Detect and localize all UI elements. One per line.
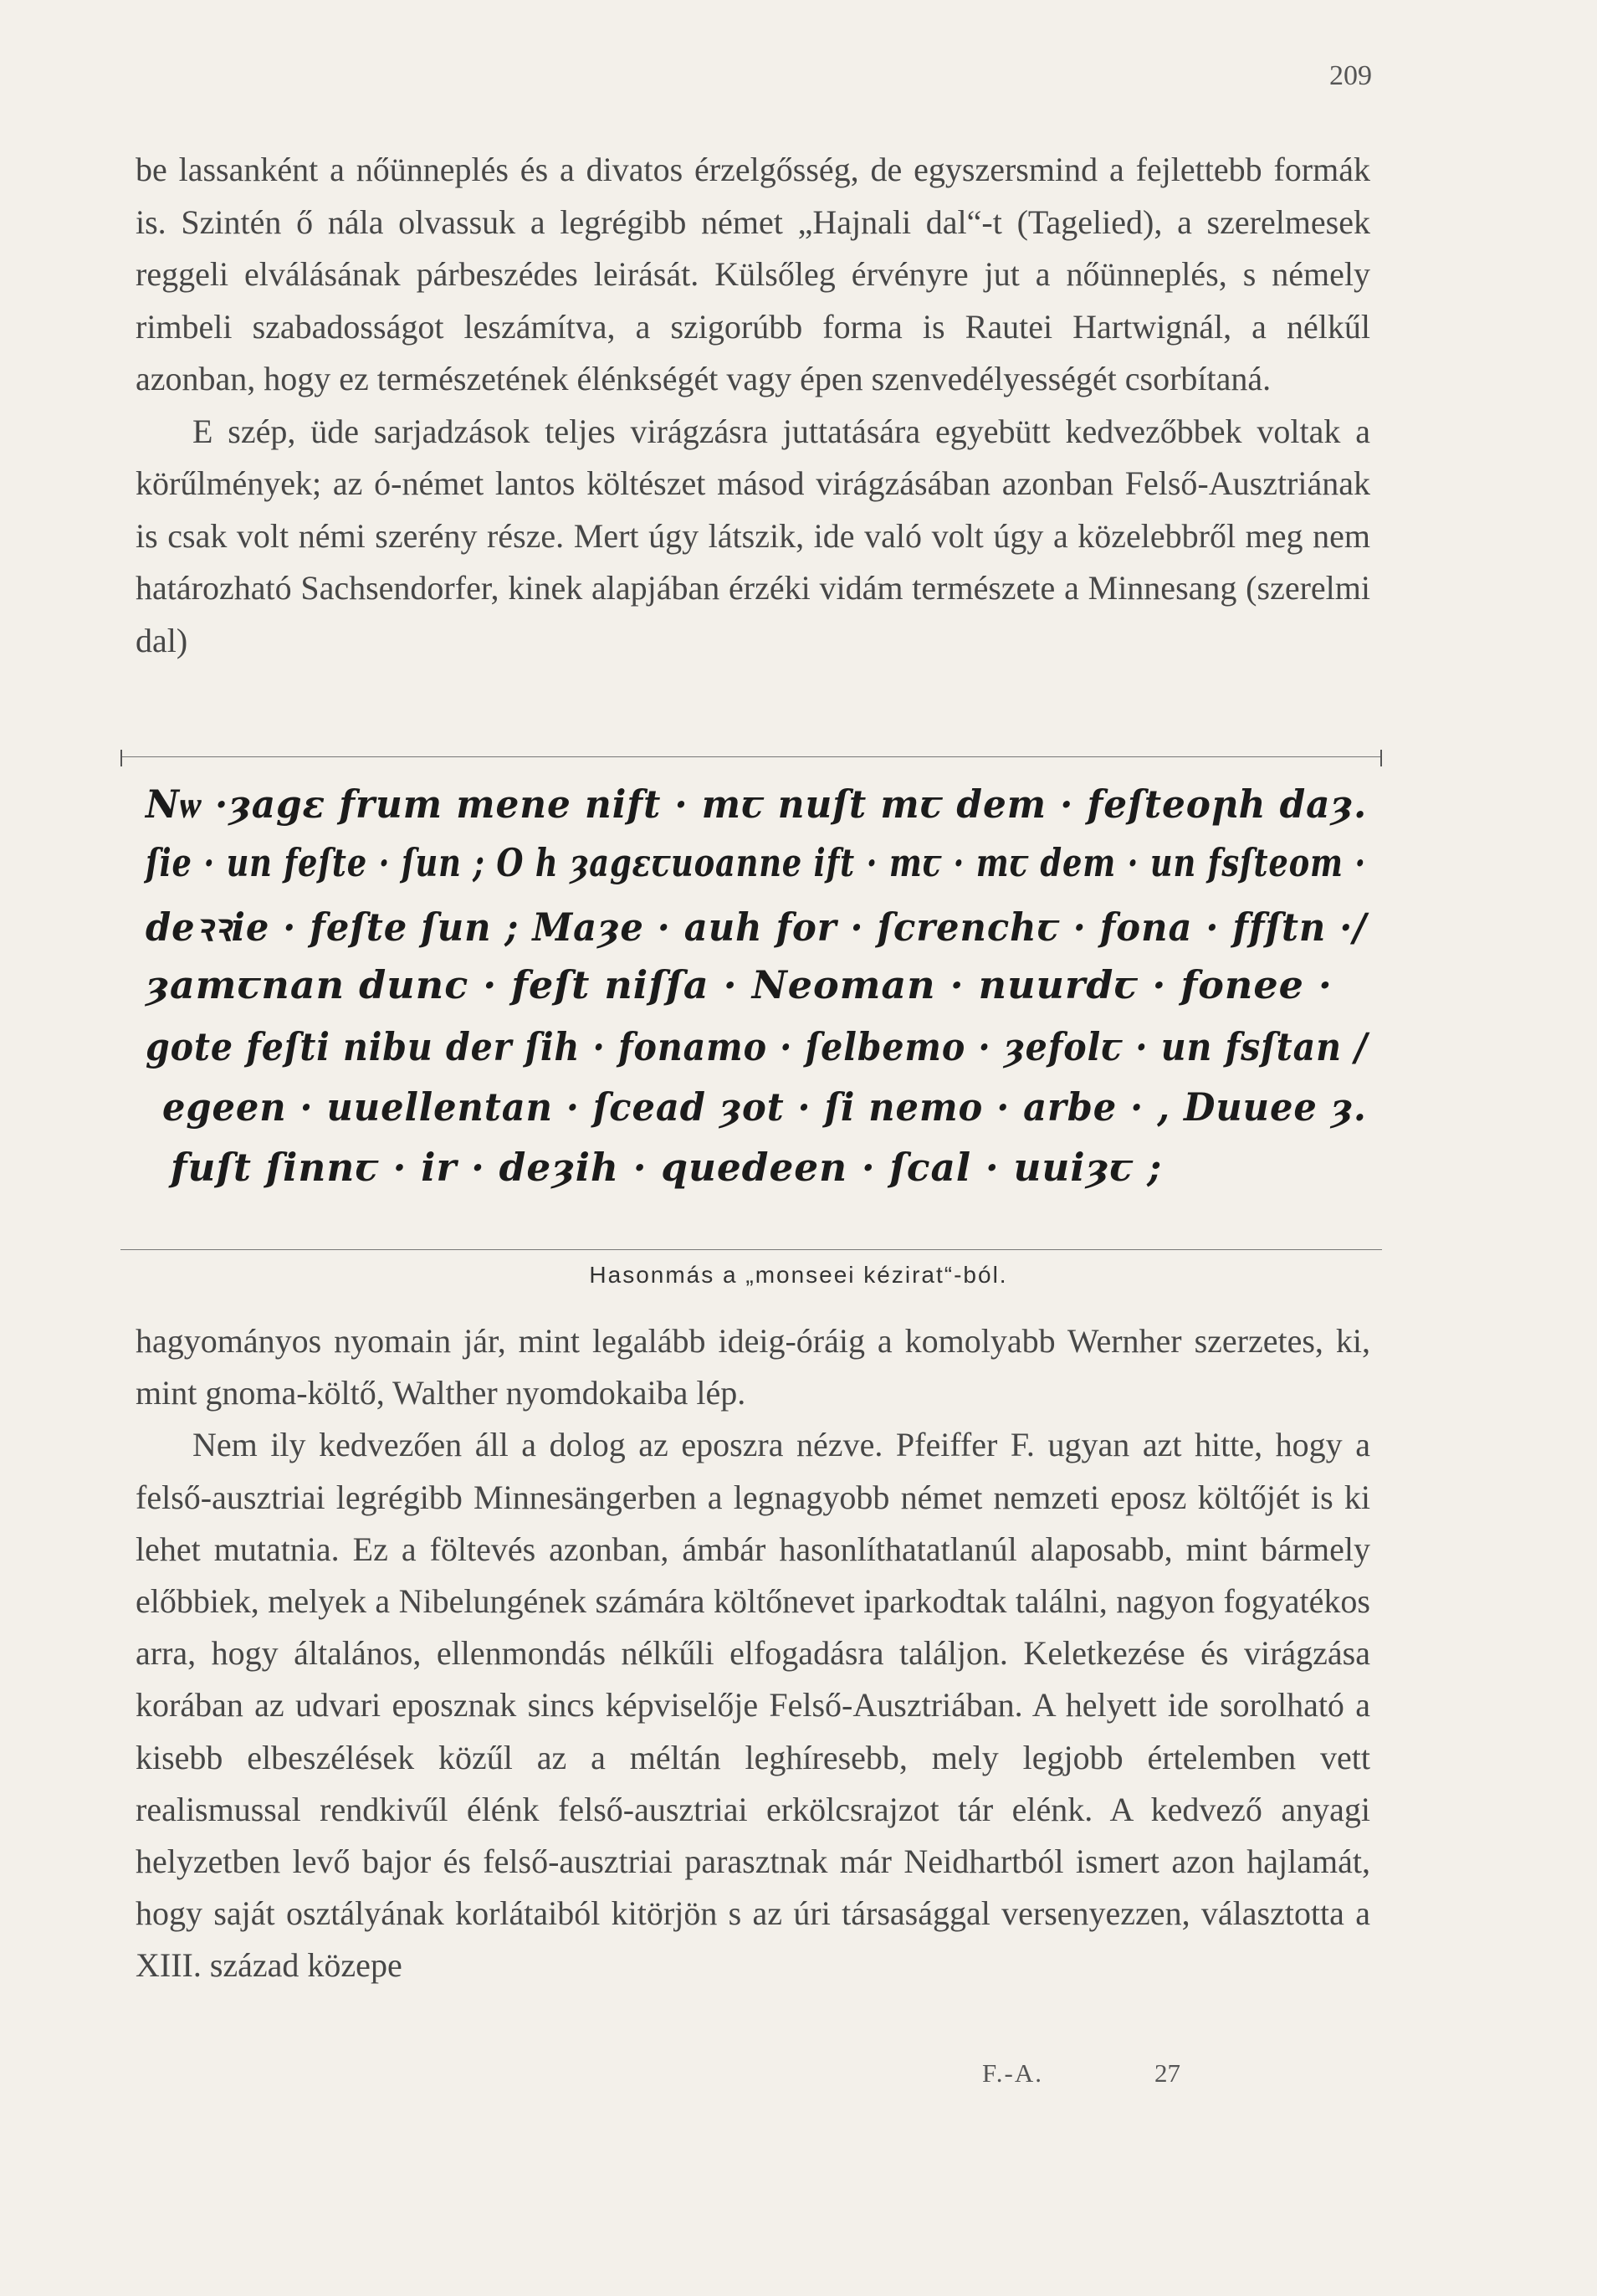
page-number: 209 bbox=[1329, 60, 1372, 91]
manuscript-line: ȝamꞇnan dunc · feſt niſſa · Neoman · nuurdꞇ · fonee · bbox=[146, 962, 1333, 1007]
manuscript-line: egeen · uuellentan · ſcead ȝot · ſi nemo · arbe · , Duuee ȝ. bbox=[162, 1084, 1367, 1130]
text-block-top bbox=[136, 144, 1370, 667]
manuscript-line: Nѡ ·ȝagɛ frum mene nift · mꞇ nuſt mꞇ dem · feſteoꞃh daȝ. bbox=[146, 782, 1368, 827]
sheet-number: 27 bbox=[1154, 2058, 1180, 2088]
signature-mark: F.-A. bbox=[982, 2058, 1043, 2088]
manuscript-facsimile bbox=[120, 756, 1382, 1250]
manuscript-line: ſie · un feſte · ſun ; O h ȝagɛꞇuoanne ift · mꞇ · mꞇ dem · un fsſteom · bbox=[146, 840, 1367, 885]
paragraph: be lassanként a nőünneplés és a divatos érzelgősség, de egyszersmind a fejlettebb formák is. Szintén ő nála olvassuk a legrégibb német „Hajnali dal“-t (Tagelied), a szerelmesek reggeli elválásának párbeszédes leirását. Külsőleg érvényre jut a nőünneplés, s némely rimbeli szabadosságot leszámítva, a szigorúbb forma is Rautei Hartwignál, a nélkűl azonban, hogy ez természetének élénkségét vagy épen szenvedélyességét csorbítaná. bbox=[136, 151, 1370, 397]
facsimile-caption: Hasonmás a „monseei kézirat“-ból. bbox=[589, 1262, 1008, 1288]
frame-corner-mark bbox=[120, 750, 122, 766]
manuscript-line: deꝛꝛie · feſte ſun ; Maȝe · auh for · ſcrenchꞇ · fona · ffſtn ·/ bbox=[146, 905, 1368, 950]
manuscript-line: fuſt ſinnꞇ · ir · deȝih · quedeen · ſcal · uuiȝꞇ ; bbox=[171, 1145, 1163, 1190]
manuscript-line: gote feſti nibu der ſih · fonamo · ſelbemo · ȝefolꞇ · un fsſtan / bbox=[146, 1024, 1369, 1069]
paragraph: E szép, üde sarjadzások teljes virágzásra juttatására egyebütt kedvezőbbek voltak a körűlmények; az ó-német lantos költészet másod virágzásában azonban Felső-Ausztriának is csak volt némi szerény része. Mert úgy látszik, ide való volt úgy a közelebbről meg nem határozható Sachsendorfer, kinek alapjában érzéki vidám természete a Minnesang (szerelmi dal) bbox=[136, 412, 1370, 659]
text-block-bottom bbox=[136, 1315, 1370, 1992]
paragraph: Nem ily kedvezően áll a dolog az eposzra nézve. Pfeiffer F. ugyan azt hitte, hogy a felső-ausztriai legrégibb Minnesängerben a legnagyobb német nemzeti eposz költőjét is ki lehet mutatnia. Ez a föltevés azonban, ámbár hasonlíthatatlanúl alaposabb, mint bármely előbbiek, melyek a Nibelungének számára költőnevet iparkodtak találni, nagyon fogyatékos arra, hogy általános, ellenmondás nélkűli elfogadásra találjon. Keletkezése és virágzása korában az udvari eposznak sincs képviselője Felső-Ausztriában. A helyett ide sorolható a kisebb elbeszélések közűl az a méltán leghíresebb, mely legjobb értelemben vett realismussal rendkivűl élénk felső-ausztriai erkölcsrajzot tár elénk. A kedvező anyagi helyzetben levő bajor és felső-ausztriai parasztnak már Neidhartból ismert azon hajlamát, hogy saját osztályának korlátaiból kitörjön s az úri társasággal versenyezzen, választotta a XIII. század közepe bbox=[136, 1426, 1370, 1985]
paragraph: hagyományos nyomain jár, mint legalább ideig-óráig a komolyabb Wernher szerzetes, ki, mint gnoma-költő, Walther nyomdokaiba lép. bbox=[136, 1322, 1370, 1412]
frame-corner-mark bbox=[1380, 750, 1382, 766]
